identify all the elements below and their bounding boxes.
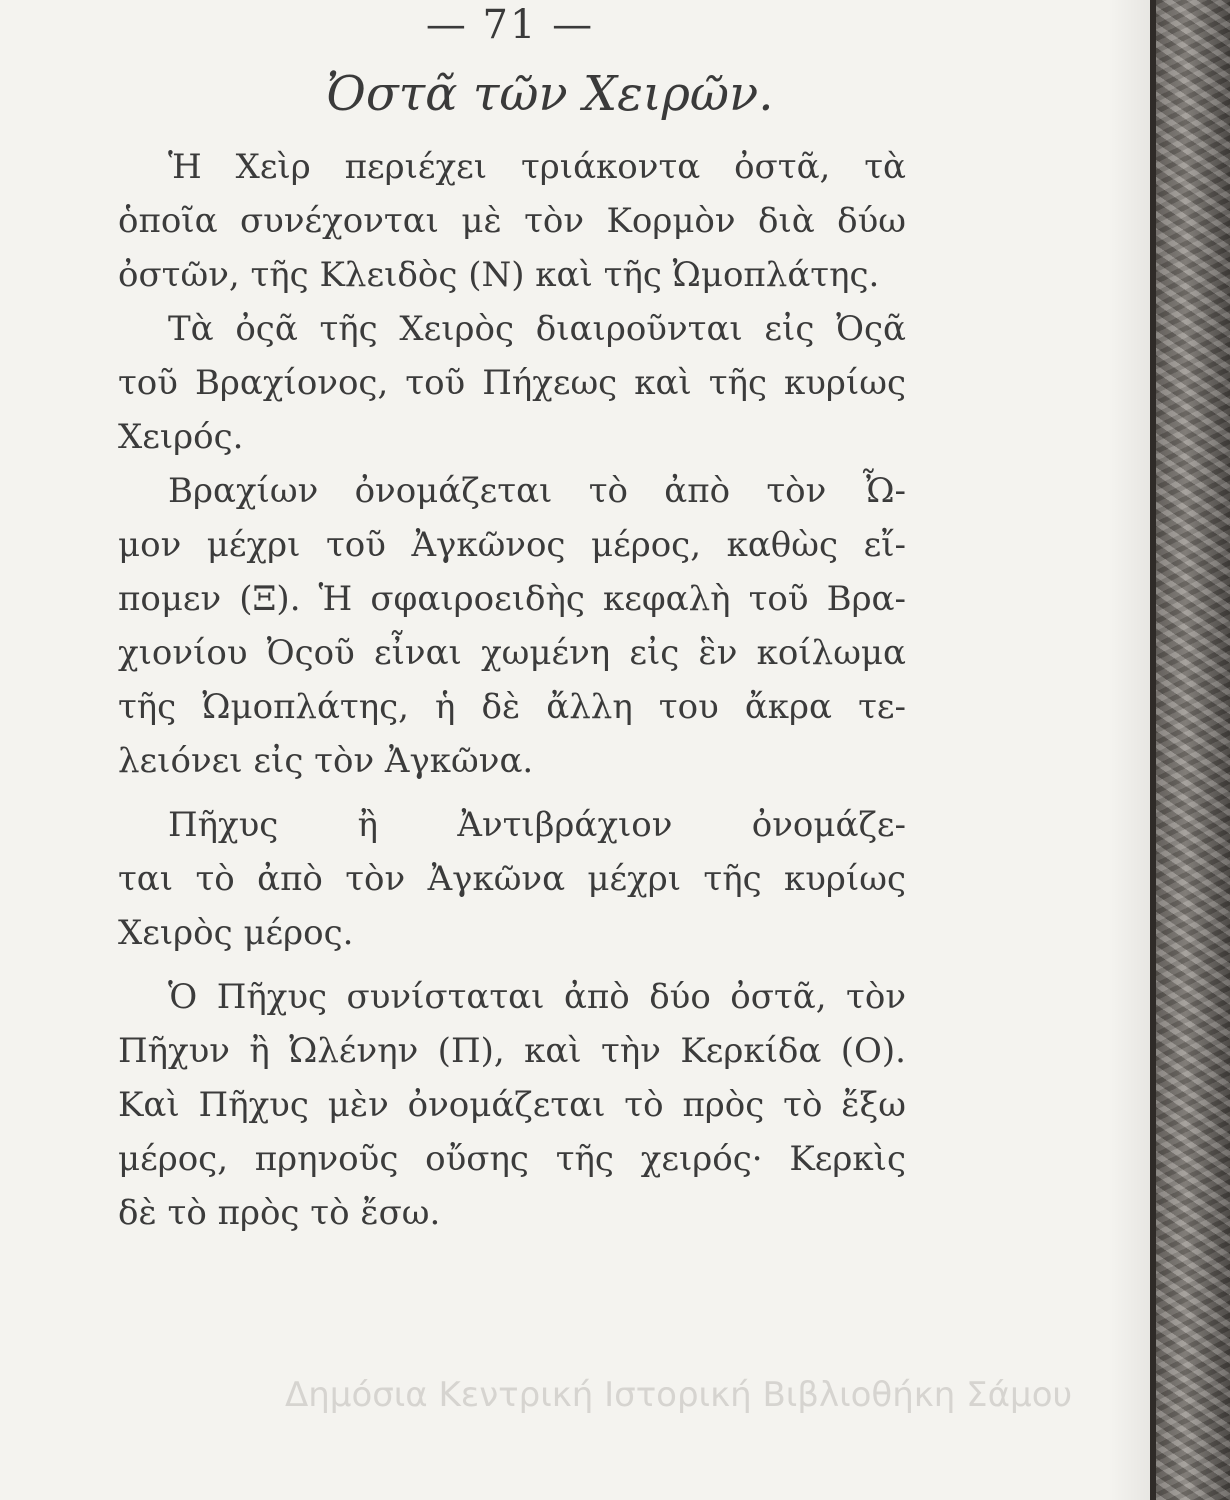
page-number: — 71 — (425, 2, 595, 48)
text-line: ὀστῶν, τῆς Κλειδὸς (Ν) καὶ τῆς Ὠμοπλάτης. (118, 255, 880, 295)
text-line: πομεν (Ξ). Ἡ σφαιροειδὴς κεφαλὴ τοῦ Βρα- (118, 579, 906, 619)
text-line: Βραχίων ὀνομάζεται τὸ ἀπὸ τὸν Ὦ- (168, 471, 906, 511)
text-line: Χειρὸς μέρος. (118, 913, 354, 953)
text-line: Καὶ Πῆχυς μὲν ὀνομάζεται τὸ πρὸς τὸ ἔξω (118, 1085, 906, 1125)
text-line: χιονίου Ὀςοῦ εἶναι χωμένη εἰς ἓν κοίλωμα (118, 633, 906, 673)
text-line: Πῆχυν ἢ Ὠλένην (Π), καὶ τὴν Κερκίδα (Ο). (118, 1031, 906, 1071)
text-line: μον μέχρι τοῦ Ἀγκῶνος μέρος, καθὼς εἴ- (118, 525, 906, 565)
text-line: τῆς Ὠμοπλάτης, ἡ δὲ ἄλλη του ἄκρα τε- (118, 687, 906, 727)
text-line: Ὁ Πῆχυς συνίσταται ἀπὸ δύο ὀστᾶ, τὸν (168, 977, 906, 1017)
library-watermark: Δημόσια Κεντρική Ιστορική Βιβλιοθήκη Σάμου (285, 1375, 1073, 1415)
section-title: Ὀστᾶ τῶν Χειρῶν. (326, 66, 774, 122)
text-line: δὲ τὸ πρὸς τὸ ἔσω. (118, 1193, 441, 1233)
text-line: μέρος, πρηνοῦς οὔσης τῆς χειρός· Κερκὶς (118, 1139, 906, 1179)
text-line: τοῦ Βραχίονος, τοῦ Πήχεως καὶ τῆς κυρίως (118, 363, 906, 403)
text-line: λειόνει εἰς τὸν Ἀγκῶνα. (118, 741, 534, 781)
text-line: ὁποῖα συνέχονται μὲ τὸν Κορμὸν διὰ δύω (118, 201, 906, 241)
text-line: Χειρός. (118, 417, 244, 457)
text-line: ται τὸ ἀπὸ τὸν Ἀγκῶνα μέχρι τῆς κυρίως (118, 859, 906, 899)
body-text (118, 140, 906, 1240)
text-line: Ἡ Χεὶρ περιέχει τριάκοντα ὀστᾶ, τὰ (168, 147, 906, 187)
book-binding-edge (1150, 0, 1230, 1500)
text-line: Πῆχυς ἢ Ἀντιβράχιον ὀνομάζε- (168, 805, 906, 845)
text-line: Τὰ ὀςᾶ τῆς Χειρὸς διαιροῦνται εἰς Ὀςᾶ (168, 309, 906, 349)
